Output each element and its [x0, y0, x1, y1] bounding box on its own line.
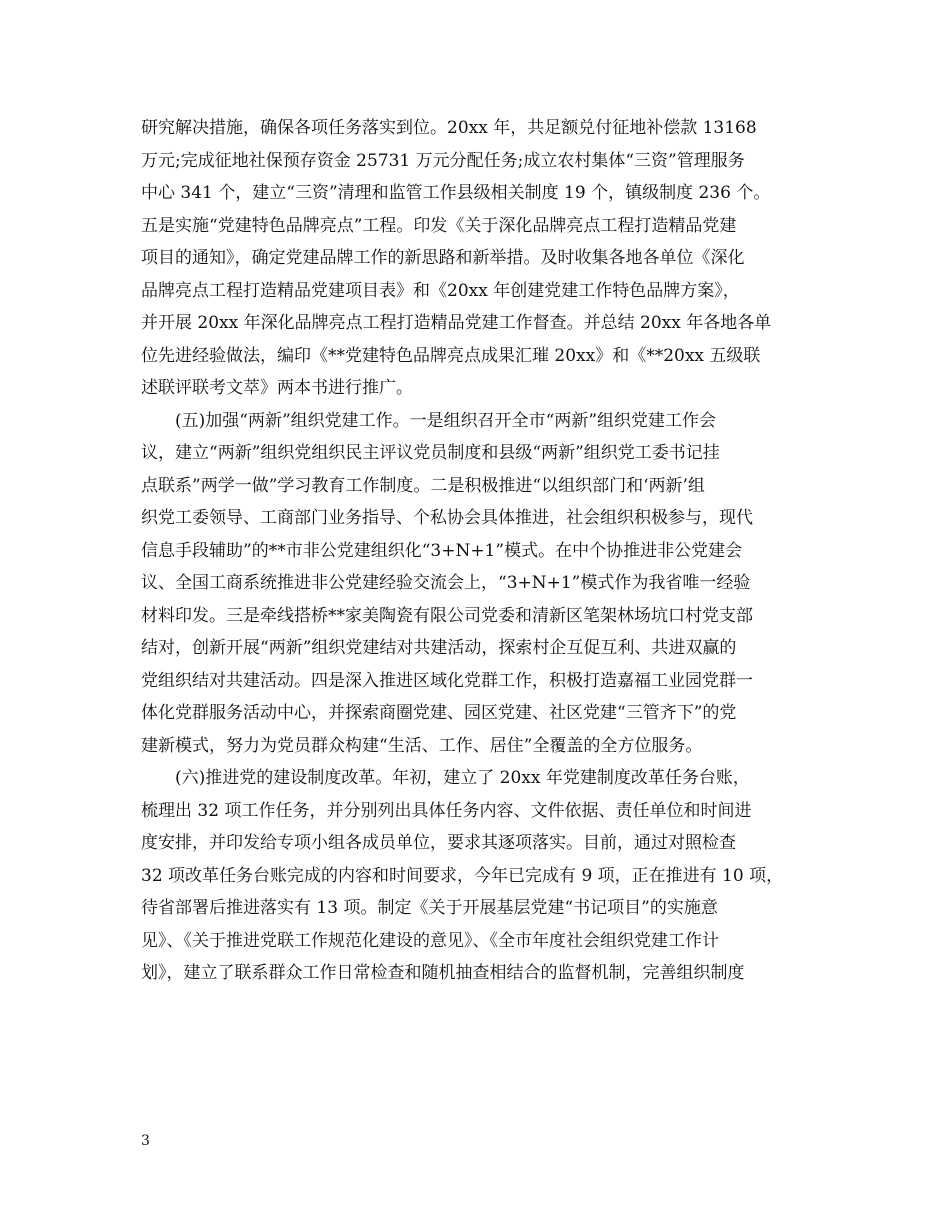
text-line: 材料印发。三是牵线搭桥**家美陶瓷有限公司党委和清新区笔架林场坑口村党支部	[141, 605, 753, 626]
text-line: 信息手段辅助”的**市非公党建组织化“3+N+1”模式。在中个协推进非公党建会	[141, 540, 743, 561]
page-number: 3	[141, 1133, 150, 1149]
text-line: 见》、《关于推进党联工作规范化建设的意见》、《全市年度社会组织党建工作计	[141, 930, 719, 951]
text-line: 位先进经验做法，编印《**党建特色品牌亮点成果汇璀 20xx》和《**20xx 五级联	[141, 345, 761, 366]
text-line: 议，建立“两新”组织党组织民主评议党员制度和县级“两新”组织党工委书记挂	[141, 443, 720, 463]
text-line: 度安排，并印发给专项小组各成员单位，要求其逐项落实。目前，通过对照检查	[141, 833, 736, 853]
text-line: 织党工委领导、工商部门业务指导、个私协会具体推进，社会组织积极参与，现代	[141, 508, 753, 528]
text-line: 待省部署后推进落实有 13 项。制定《关于开展基层党建“书记项目”的实施意	[141, 898, 718, 918]
text-line: 并开展 20xx 年深化品牌亮点工程打造精品党建工作督查。并总结 20xx 年各地各单	[141, 313, 772, 333]
text-line: 划》，建立了联系群众工作日常检查和随机抽查相结合的监督机制，完善组织制度	[141, 963, 745, 983]
text-line: 党组织结对共建活动。四是深入推进区域化党群工作，积极打造嘉福工业园党群一	[141, 670, 753, 691]
text-line: 梳理出 32 项工作任务，并分别列出具体任务内容、文件依据、责任单位和时间进	[141, 800, 752, 821]
text-line: 议、全国工商系统推进非公党建经验交流会上，“3+N+1”模式作为我省唯一经验	[141, 573, 751, 593]
text-line: 32 项改革任务台账完成的内容和时间要求，今年已完成有 9 项，正在推进有 10 项，	[141, 865, 784, 886]
paragraph-start-line: (五)加强“两新”组织党建工作。一是组织召开全市“两新”组织党建工作会	[175, 410, 717, 431]
text-line: 五是实施“党建特色品牌亮点”工程。印发《关于深化品牌亮点工程打造精品党建	[141, 215, 737, 236]
text-line: 中心 341 个，建立“三资”清理和监管工作县级相关制度 19 个，镇级制度 236 个。	[141, 183, 771, 203]
text-line: 研究解决措施，确保各项任务落实到位。20xx 年，共足额兑付征地补偿款 13168	[141, 118, 757, 138]
text-line: 品牌亮点工程打造精品党建项目表》和《20xx 年创建党建工作特色品牌方案》，	[141, 280, 740, 301]
paragraph-start-line: (六)推进党的建设制度改革。年初，建立了 20xx 年党建制度改革任务台账，	[175, 768, 750, 788]
text-line: 建新模式，努力为党员群众构建“生活、工作、居住”全覆盖的全方位服务。	[141, 735, 703, 756]
text-line: 项目的通知》，确定党建品牌工作的新思路和新举措。及时收集各地各单位《深化	[141, 248, 745, 268]
text-line: 体化党群服务活动中心，并探索商圈党建、园区党建、社区党建“三管齐下”的党	[141, 703, 737, 723]
text-line: 万元;完成征地社保预存资金 25731 万元分配任务;成立农村集体“三资”管理服务	[141, 150, 745, 171]
document-body	[141, 112, 826, 990]
text-line: 点联系”两学一做”学习教育工作制度。二是积极推进“以组织部门和‘两新’组	[141, 475, 705, 496]
text-line: 述联评联考文萃》两本书进行推广。	[141, 378, 413, 398]
text-line: 结对，创新开展“两新”组织党建结对共建活动，探索村企互促互利、共进双赢的	[141, 638, 737, 658]
